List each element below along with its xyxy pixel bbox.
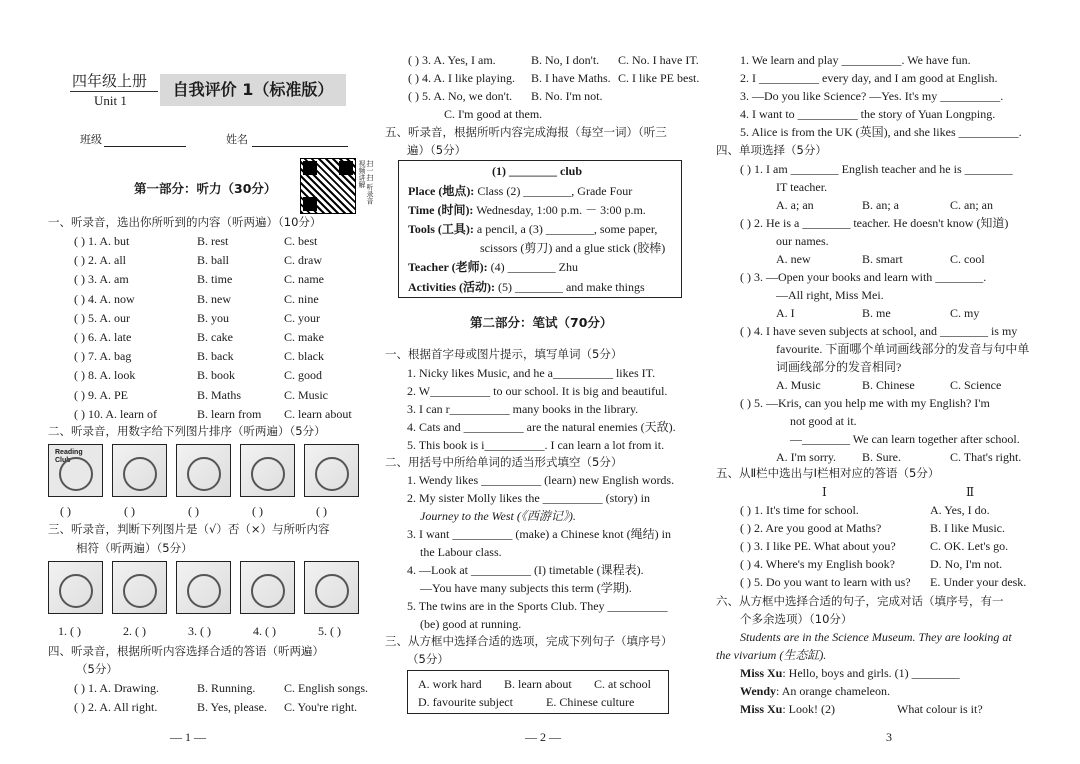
s1-row-2-c: C. draw — [284, 253, 322, 268]
dialog-line-3: Miss Xu: Look! (2) — [740, 702, 835, 716]
w4-q4-option-0: A. Music — [776, 378, 821, 392]
s4-row-1-c: C. English songs. — [284, 681, 369, 695]
w5-row-1-q: ( ) 1. It's time for school. — [740, 503, 859, 517]
w4-q3-option-1: B. me — [862, 306, 891, 320]
dialog-line-2: Wendy: An orange chameleon. — [740, 684, 890, 698]
w4-q5-option-2: C. That's right. — [950, 450, 1022, 464]
dialog-line-3-tail: What colour is it? — [897, 702, 983, 716]
w4-q2: ( ) 2. He is a ________ teacher. He doesn't know (知道) — [740, 216, 1009, 230]
dialog-line-1: Miss Xu: Hello, boys and girls. (1) ________ — [740, 666, 960, 680]
s1-row-10-c: C. learn about — [284, 406, 352, 421]
s4-row-2-a: ( ) 2. A. All right. — [74, 700, 158, 714]
s1-row-8-a: ( ) 8. A. look — [74, 368, 136, 383]
poster-teacher: Teacher (老师): (4) ________ Zhu — [408, 260, 578, 274]
section5-title-line2: 遍）（5分） — [407, 143, 467, 157]
column-header-2: Ⅱ — [966, 485, 975, 499]
w4-q4: ( ) 4. I have seven subjects at school, and ________ is my — [740, 324, 1018, 338]
s1-row-6-b: B. cake — [197, 330, 233, 344]
schedule-picture — [304, 561, 359, 614]
s1-row-4-b: B. new — [197, 291, 231, 306]
w2-line-3: Journey to the West (《西游记》). — [420, 509, 576, 523]
w1-item-1: 1. Nicky likes Music, and he a__________ likes IT. — [407, 366, 656, 380]
w4-q4c: 词画线部分的发音相同? — [776, 360, 902, 374]
timetable-picture — [48, 561, 103, 614]
s1-row-10-b: B. learn from — [197, 406, 262, 421]
s1-row-7-b: B. back — [197, 349, 234, 364]
s1-row-5-a: ( ) 5. A. our — [74, 310, 130, 325]
page-title: 自我评价 1（标准版） — [160, 74, 346, 106]
name-label: 姓名 — [226, 133, 248, 146]
poster-place: Place (地点): Class (2) ________, Grade Four — [408, 184, 633, 198]
option-d: D. favourite subject — [418, 695, 513, 709]
s1-row-4-c: C. nine — [284, 291, 319, 306]
classroom-picture — [176, 561, 231, 614]
s2-answer-3[interactable]: ( ) — [188, 504, 199, 518]
class-label: 班级 — [80, 133, 102, 146]
name-field[interactable] — [252, 146, 348, 147]
s1-row-2-a: ( ) 2. A. all — [74, 253, 126, 268]
s1-row-6-a: ( ) 6. A. late — [74, 330, 132, 344]
part1-title: 第一部分：听力（30分） — [134, 181, 277, 196]
w4-q4b: favourite. 下面哪个单词画线部分的发音与句中单 — [776, 342, 1030, 356]
w5-row-5-q: ( ) 5. Do you want to learn with us? — [740, 575, 911, 589]
w1-item-2: 2. W__________ to our school. It is big and beautiful. — [407, 384, 668, 398]
s3-answer-3[interactable]: 3. ( ) — [188, 624, 211, 638]
s1-row-5-b: B. you — [197, 310, 230, 325]
writing6-title-line1: 六、从方框中选择合适的句子，完成对话（填序号，有一 — [716, 594, 1004, 608]
w4-q5: ( ) 5. —Kris, can you help me with my English? I'm — [740, 396, 990, 410]
qr-code[interactable] — [300, 158, 356, 214]
s1-row-9-c: C. Music — [284, 387, 329, 402]
w5-row-2-a: B. I like Music. — [930, 521, 1005, 535]
s1-row-9-a: ( ) 9. A. PE — [74, 387, 128, 402]
w5-row-4-q: ( ) 4. Where's my English book? — [740, 557, 895, 571]
page-number-1: — 1 — — [170, 730, 206, 744]
page-number-3: 3 — [886, 730, 892, 744]
page-number-2: — 2 — — [525, 730, 561, 744]
w4-q3b: —All right, Miss Mei. — [776, 288, 884, 302]
w4-q5c: —________ We can learn together after school. — [790, 432, 1020, 446]
w3-item-1: 1. We learn and play __________. We have fun. — [740, 53, 971, 67]
abc-picture — [240, 561, 295, 614]
w4-q3: ( ) 3. —Open your books and learn with ________. — [740, 270, 987, 284]
w4-q5b: not good at it. — [790, 414, 857, 428]
s1-row-1-c: C. best — [284, 234, 318, 248]
w4-q3-option-2: C. my — [950, 306, 980, 320]
w5-row-5-a: E. Under your desk. — [930, 575, 1027, 589]
w2-line-5: the Labour class. — [420, 545, 502, 559]
section4-title-line2: （5分） — [76, 662, 118, 676]
w4-q5-option-0: A. I'm sorry. — [776, 450, 837, 464]
section3-pictures — [48, 561, 359, 614]
s1-row-4-a: ( ) 4. A. now — [74, 291, 135, 306]
s1-row-9-b: B. Maths — [197, 387, 242, 402]
s4-row-3-b: B. No, I don't. — [531, 53, 600, 67]
s4-row-5-a: ( ) 5. A. No, we don't. — [408, 89, 513, 103]
s1-row-10-a: ( ) 10. A. learn of — [74, 406, 157, 421]
w3-item-2: 2. I __________ every day, and I am good at English. — [740, 71, 998, 85]
s4-row-1-a: ( ) 1. A. Drawing. — [74, 681, 159, 695]
option-b: B. learn about — [504, 677, 572, 691]
w1-item-5: 5. This book is i__________. I can learn a lot from it. — [407, 438, 665, 452]
w5-row-3-q: ( ) 3. I like PE. What about you? — [740, 539, 896, 553]
poster-tools-2: scissors (剪刀) and a glue stick (胶棒) — [480, 241, 666, 255]
w1-item-3: 3. I can r__________ many books in the library. — [407, 402, 639, 416]
w2-line-8: 5. The twins are in the Sports Club. They __________ — [407, 599, 668, 613]
school-building-picture — [304, 444, 359, 497]
s1-row-1-a: ( ) 1. A. but — [74, 234, 130, 248]
s1-row-3-c: C. name — [284, 272, 324, 287]
s1-row-8-b: B. book — [197, 368, 236, 383]
s1-row-8-c: C. good — [284, 368, 323, 383]
section3-title-line2: 相符（听两遍）（5分） — [76, 541, 193, 555]
reading-club-sign: Reading Club — [55, 449, 83, 464]
s1-row-1-b: B. rest — [197, 234, 229, 248]
writing3-title-line2: （5分） — [407, 652, 449, 666]
w5-row-1-a: A. Yes, I do. — [930, 503, 990, 517]
part2-title: 第二部分：笔试（70分） — [470, 315, 613, 330]
w4-q1b: IT teacher. — [776, 180, 828, 194]
poster-tools: Tools (工具): a pencil, a (3) ________, some paper, — [408, 222, 658, 236]
w2-line-2: 2. My sister Molly likes the __________ (story) in — [407, 491, 650, 505]
w2-line-7: —You have many subjects this term (学期). — [420, 581, 632, 595]
s2-answer-1[interactable]: ( ) — [60, 504, 71, 518]
w1-item-4: 4. Cats and __________ are the natural enemies (天敌). — [407, 420, 676, 434]
reading-picture — [240, 444, 295, 497]
s4-row-2-c: C. You're right. — [284, 700, 358, 714]
option-a: A. work hard — [418, 677, 482, 691]
w4-q2-option-0: A. new — [776, 252, 811, 266]
w5-row-4-a: D. No, I'm not. — [930, 557, 1003, 571]
library-picture — [112, 444, 167, 497]
teacher-picture — [112, 561, 167, 614]
w2-line-1: 1. Wendy likes __________ (learn) new English words. — [407, 473, 675, 487]
dialog-intro-1: Students are in the Science Museum. They are looking at — [740, 630, 1012, 644]
class-field[interactable] — [104, 146, 186, 147]
w4-q1-option-1: B. an; a — [862, 198, 899, 212]
w3-item-5: 5. Alice is from the UK (英国), and she likes __________. — [740, 125, 1022, 139]
w2-line-4: 3. I want __________ (make) a Chinese knot (绳结) in — [407, 527, 671, 541]
writing2-title: 二、用括号中所给单词的适当形式填空（5分） — [385, 455, 623, 469]
w4-q2-option-1: B. smart — [862, 252, 903, 266]
section2-title: 二、听录音，用数字给下列图片排序（听两遍）（5分） — [48, 424, 326, 438]
s1-row-2-b: B. ball — [197, 253, 229, 268]
drawing-picture — [176, 444, 231, 497]
writing4-title: 四、单项选择（5分） — [716, 143, 827, 157]
w4-q2-option-2: C. cool — [950, 252, 985, 266]
w4-q2b: our names. — [776, 234, 829, 248]
w4-q1-option-2: C. an; an — [950, 198, 993, 212]
s3-answer-1[interactable]: 1. ( ) — [58, 624, 81, 638]
w3-item-3: 3. —Do you like Science? —Yes. It's my __________. — [740, 89, 1004, 103]
s3-answer-4[interactable]: 4. ( ) — [253, 624, 276, 638]
grade-label: 四年级上册 — [72, 72, 148, 90]
section3-title-line1: 三、听录音，判断下列图片是（√）否（×）与所听内容 — [48, 522, 330, 536]
w2-line-9: (be) good at running. — [420, 617, 522, 631]
section1-title: 一、听录音，选出你所听到的内容（听两遍）（10分） — [48, 215, 322, 229]
s4-row-2-b: B. Yes, please. — [197, 700, 268, 714]
poster-activities: Activities (活动): (5) ________ and make things — [408, 280, 645, 294]
writing5-title: 五、从Ⅱ栏中选出与Ⅰ栏相对应的答语（5分） — [716, 466, 940, 480]
section4-title-line1: 四、听录音，根据所听内容选择合适的答语（听两遍） — [48, 644, 324, 658]
w4-q5-option-1: B. Sure. — [862, 450, 901, 464]
s4-row-4-b: B. I have Maths. — [531, 71, 611, 85]
column-header-1: Ⅰ — [822, 485, 827, 499]
section5-title-line1: 五、听录音，根据所听内容完成海报（每空一词）（听三 — [385, 125, 667, 139]
s4-row-4-c: C. I like PE best. — [618, 71, 700, 85]
s4-row-1-b: B. Running. — [197, 681, 256, 695]
writing1-title: 一、根据首字母或图片提示，填写单词（5分） — [385, 347, 623, 361]
grade-underline — [70, 91, 158, 92]
writing3-title-line1: 三、从方框中选择合适的选项，完成下列句子（填序号） — [385, 634, 673, 648]
w4-q4-option-1: B. Chinese — [862, 378, 915, 392]
section2-pictures — [48, 444, 359, 497]
w3-item-4: 4. I want to __________ the story of Yuan Longping. — [740, 107, 996, 121]
poster-time: Time (时间): Wednesday, 1:00 p.m. － 3:00 p.m. — [408, 203, 646, 217]
s2-answer-5[interactable]: ( ) — [316, 504, 327, 518]
w4-q1: ( ) 1. I am ________ English teacher and he is ________ — [740, 162, 1013, 176]
w5-row-2-q: ( ) 2. Are you good at Maths? — [740, 521, 882, 535]
w4-q1-option-0: A. a; an — [776, 198, 814, 212]
w2-line-6: 4. —Look at __________ (I) timetable (课程表). — [407, 563, 644, 577]
s1-row-6-c: C. make — [284, 330, 324, 344]
w5-row-3-a: C. OK. Let's go. — [930, 539, 1009, 553]
s2-answer-4[interactable]: ( ) — [252, 504, 263, 518]
s3-answer-5[interactable]: 5. ( ) — [318, 624, 341, 638]
s1-row-3-b: B. time — [197, 272, 233, 287]
dialog-intro-2: the vivarium (生态缸). — [716, 648, 827, 662]
s4-row-3-a: ( ) 3. A. Yes, I am. — [408, 53, 496, 67]
w4-q3-option-0: A. I — [776, 306, 795, 320]
poster-club-line: (1) ________ club — [492, 164, 582, 178]
s1-row-3-a: ( ) 3. A. am — [74, 272, 129, 287]
s4-row-5-b: B. No. I'm not. — [531, 89, 603, 103]
s4-q5-option-c: C. I'm good at them. — [444, 107, 543, 121]
s1-row-7-a: ( ) 7. A. bag — [74, 349, 132, 364]
s1-row-5-c: C. your — [284, 310, 320, 325]
option-c: C. at school — [594, 677, 651, 691]
s4-row-3-c: C. No. I have IT. — [618, 53, 699, 67]
unit-label: Unit 1 — [94, 93, 127, 108]
option-e: E. Chinese culture — [546, 695, 635, 709]
s3-answer-2[interactable]: 2. ( ) — [123, 624, 146, 638]
w4-q4-option-2: C. Science — [950, 378, 1002, 392]
s4-row-4-a: ( ) 4. A. I like playing. — [408, 71, 515, 85]
reading-club-picture — [48, 444, 103, 497]
qr-caption: 扫一扫 听录音 视频讲解 — [358, 160, 374, 205]
writing6-title-line2: 个多余选项）（10分） — [740, 612, 853, 626]
s2-answer-2[interactable]: ( ) — [124, 504, 135, 518]
s1-row-7-c: C. black — [284, 349, 324, 364]
